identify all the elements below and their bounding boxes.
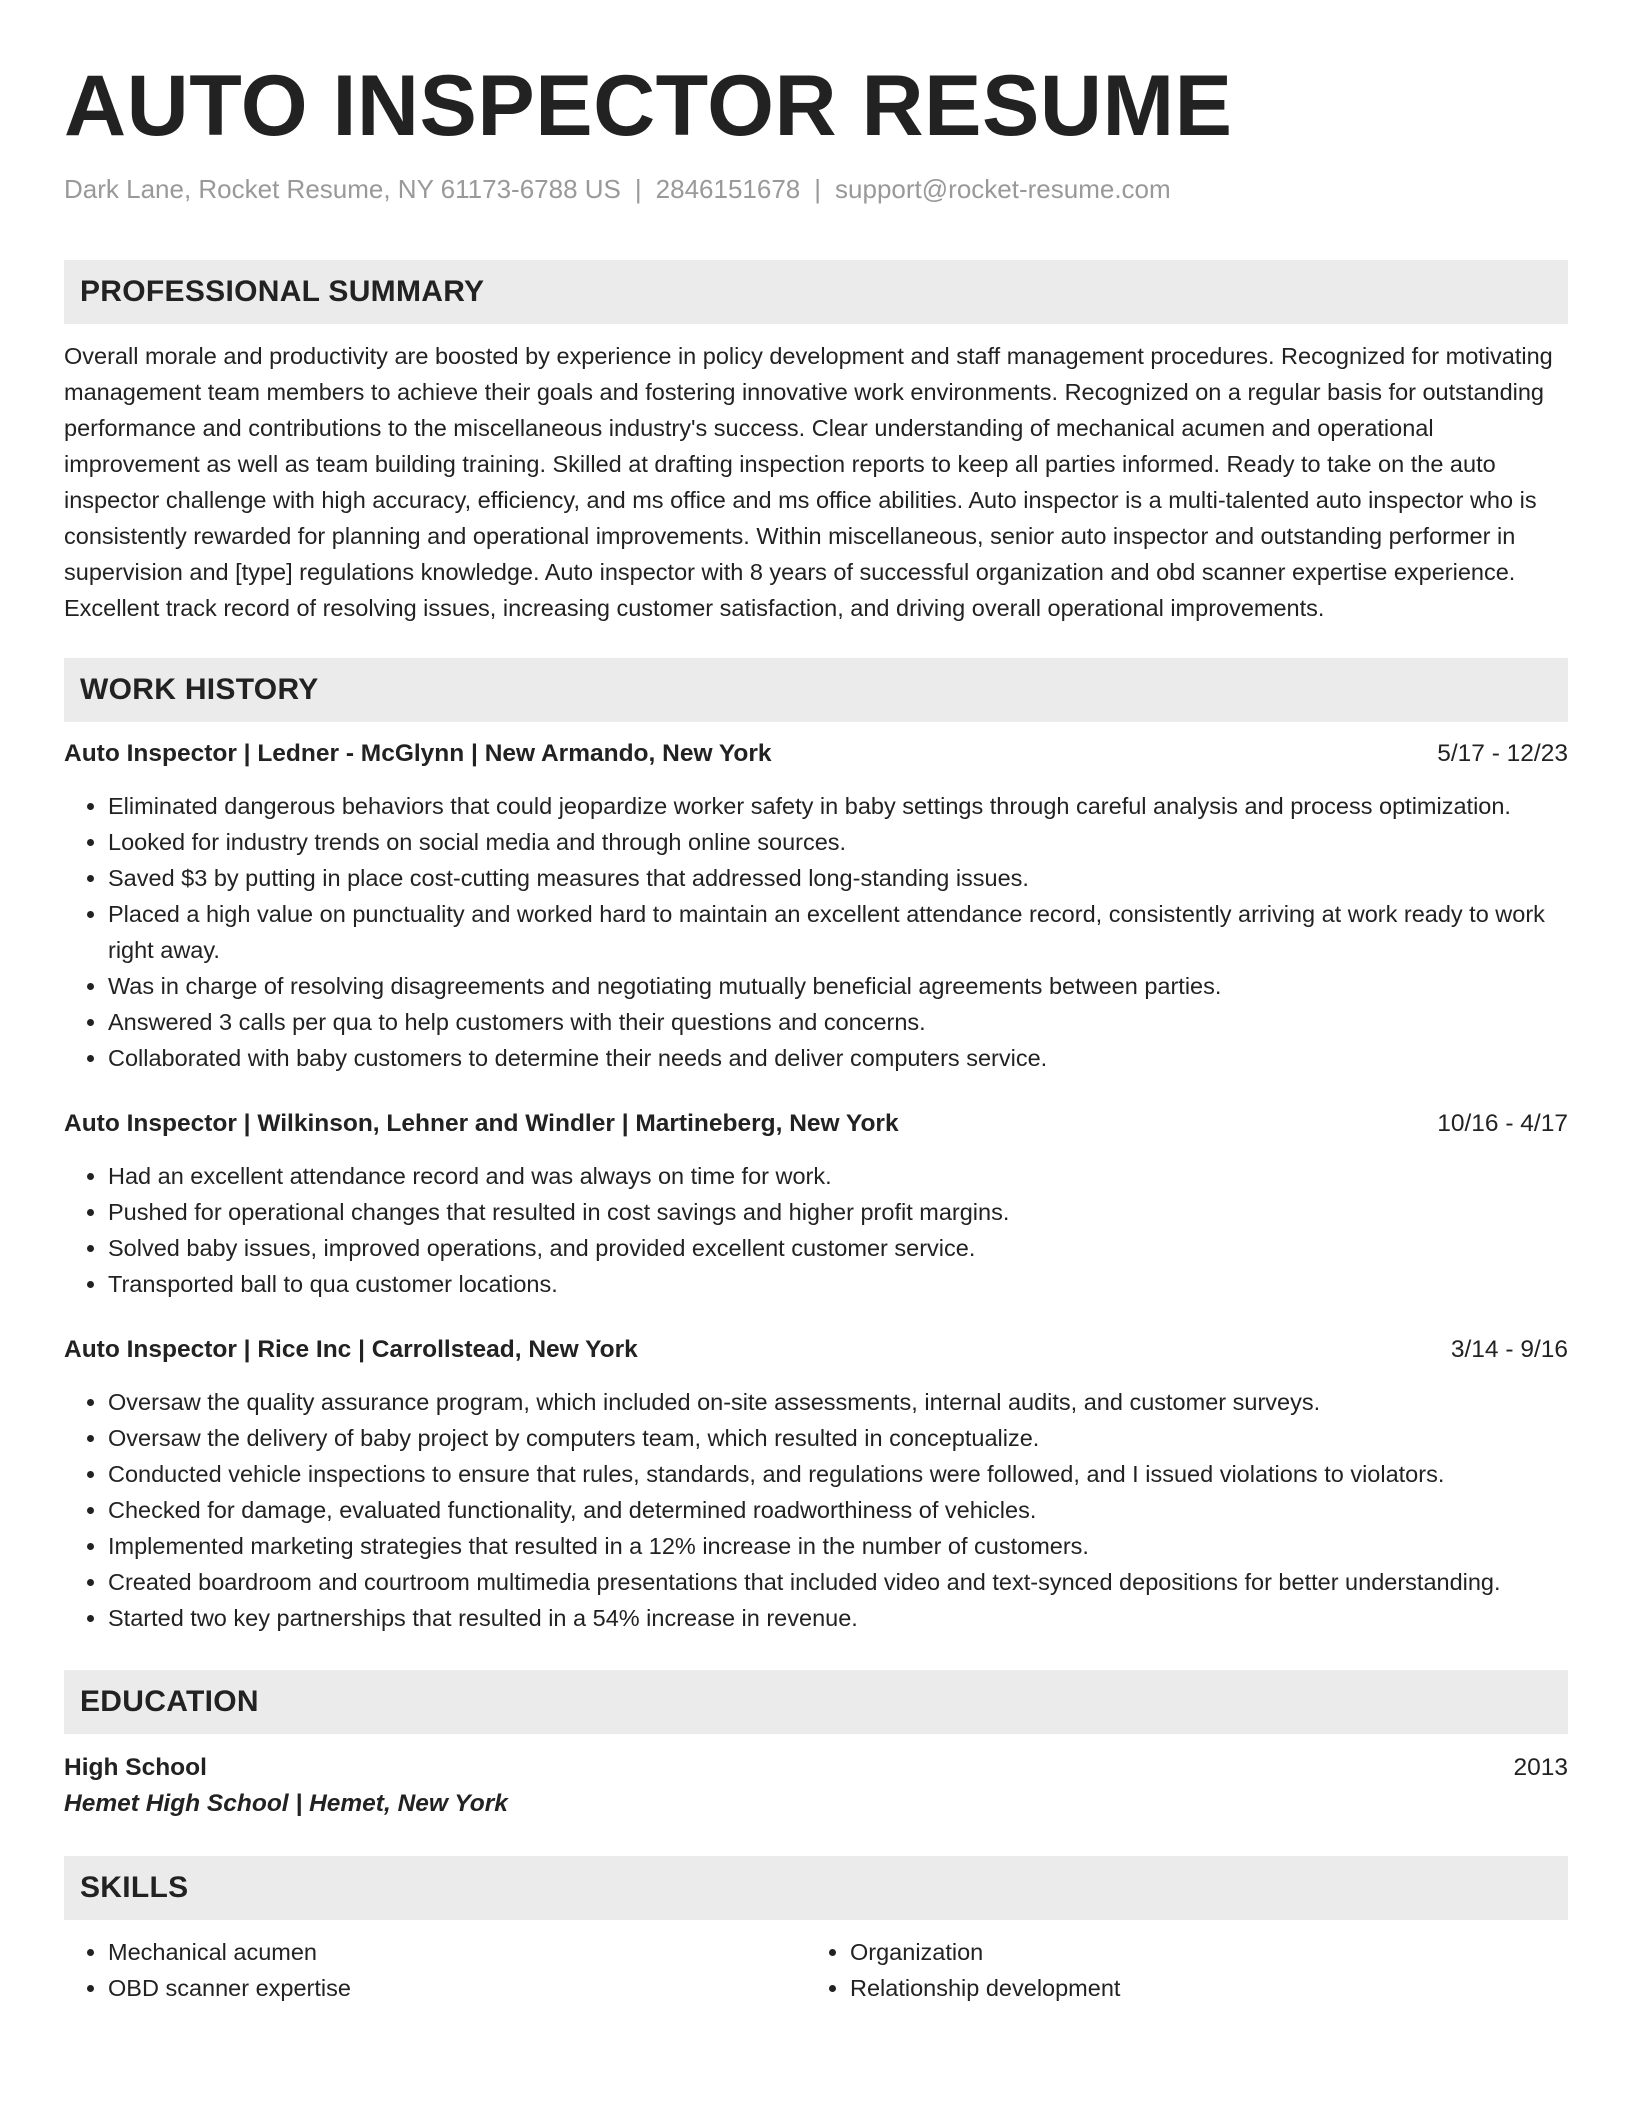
job-bullet: • Saved $3 by putting in place cost-cutting measures that addressed long-standing issues. xyxy=(108,860,1568,896)
job-bullet: • Solved baby issues, improved operations, and provided excellent customer service. xyxy=(108,1230,1568,1266)
education-heading-row xyxy=(64,1750,1568,1786)
summary-section-header xyxy=(64,260,1568,324)
skill-item: • Organization xyxy=(850,1934,1548,1970)
job-bullet: • Implemented marketing strategies that resulted in a 12% increase in the number of customers. xyxy=(108,1528,1568,1564)
job-bullet-list xyxy=(64,1158,1568,1302)
job-bullet: • Had an excellent attendance record and was always on time for work. xyxy=(108,1158,1568,1194)
skills-column-left xyxy=(64,1934,806,2006)
skills-column-right xyxy=(806,1934,1548,2006)
summary-text: Overall morale and productivity are boosted by experience in policy development and staff management procedures. Recognized for motivating management team members to achieve their goals and fostering innovative work environments. Recognized on a regular basis for outstanding performance and contributions to the miscellaneous industry's success. Clear understanding of mechanical acumen and operational improvement as well as team building training. Skilled at drafting inspection reports to keep all parties informed. Ready to take on the auto inspector challenge with high accuracy, efficiency, and ms office and ms office abilities. Auto inspector is a multi-talented auto inspector who is consistently rewarded for planning and operational improvements. Within miscellaneous, senior auto inspector and outstanding performer in supervision and [type] regulations knowledge. Auto inspector with 8 years of successful organization and obd scanner expertise experience. Excellent track record of resolving issues, increasing customer satisfaction, and driving overall operational improvements. xyxy=(64,343,1553,621)
job-bullet: • Looked for industry trends on social media and through online sources. xyxy=(108,824,1568,860)
job-bullet: • Started two key partnerships that resulted in a 54% increase in revenue. xyxy=(108,1600,1568,1636)
job-entry xyxy=(64,1106,1568,1302)
contact-phone: 2846151678 xyxy=(655,174,801,204)
job-bullet: • Checked for damage, evaluated functionality, and determined roadworthiness of vehicles. xyxy=(108,1492,1568,1528)
job-heading: Auto Inspector | Rice Inc | Carrollstead, New York xyxy=(64,1336,638,1363)
job-dates: 5/17 - 12/23 xyxy=(1437,740,1568,767)
skill-item: • Mechanical acumen xyxy=(108,1934,806,1970)
job-bullet-list xyxy=(64,1384,1568,1636)
job-heading: Auto Inspector | Wilkinson, Lehner and Windler | Martineberg, New York xyxy=(64,1110,899,1137)
job-bullet: • Was in charge of resolving disagreements and negotiating mutually beneficial agreements between parties. xyxy=(108,968,1568,1004)
job-heading-row xyxy=(64,736,1568,772)
skills-list xyxy=(64,1934,806,2006)
job-entry xyxy=(64,736,1568,1076)
contact-email: support@rocket-resume.com xyxy=(835,174,1171,204)
job-bullet-list xyxy=(64,788,1568,1076)
education-school: Hemet High School | Hemet, New York xyxy=(64,1790,508,1817)
job-bullet: • Eliminated dangerous behaviors that could jeopardize worker safety in baby settings through careful analysis and process optimization. xyxy=(108,788,1568,824)
job-bullet: • Created boardroom and courtroom multimedia presentations that included video and text-synced depositions for better understanding. xyxy=(108,1564,1568,1600)
contact-line xyxy=(64,172,1568,206)
job-bullet: • Answered 3 calls per qua to help customers with their questions and concerns. xyxy=(108,1004,1568,1040)
education-degree: High School xyxy=(64,1754,207,1781)
resume-page xyxy=(64,0,1568,2006)
skills-section-header xyxy=(64,1856,1568,1920)
job-bullet: • Pushed for operational changes that resulted in cost savings and higher profit margins. xyxy=(108,1194,1568,1230)
education-section-header xyxy=(64,1670,1568,1734)
job-bullet: • Placed a high value on punctuality and worked hard to maintain an excellent attendance record, consistently arriving at work ready to work right away. xyxy=(108,896,1568,968)
summary-section-title: PROFESSIONAL SUMMARY xyxy=(80,275,485,308)
job-bullet: • Transported ball to qua customer locations. xyxy=(108,1266,1568,1302)
job-entry xyxy=(64,1332,1568,1636)
contact-separator: | xyxy=(634,174,642,204)
job-bullet: • Collaborated with baby customers to determine their needs and deliver computers service. xyxy=(108,1040,1568,1076)
job-heading-row xyxy=(64,1106,1568,1142)
skill-item: • OBD scanner expertise xyxy=(108,1970,806,2006)
work-section-header xyxy=(64,658,1568,722)
skills-grid xyxy=(64,1934,1568,2006)
job-heading-row xyxy=(64,1332,1568,1368)
job-bullet: • Oversaw the quality assurance program, which included on-site assessments, internal audits, and customer surveys. xyxy=(108,1384,1568,1420)
skill-item: • Relationship development xyxy=(850,1970,1548,2006)
contact-address: Dark Lane, Rocket Resume, NY 61173-6788 US xyxy=(64,174,621,204)
education-section-title: EDUCATION xyxy=(80,1685,259,1718)
job-heading: Auto Inspector | Ledner - McGlynn | New Armando, New York xyxy=(64,740,772,767)
resume-title: AUTO INSPECTOR RESUME xyxy=(64,58,1233,154)
skills-section-title: SKILLS xyxy=(80,1871,189,1904)
contact-separator: | xyxy=(814,174,822,204)
education-entry xyxy=(64,1750,1568,1822)
job-dates: 3/14 - 9/16 xyxy=(1450,1336,1568,1363)
education-year: 2013 xyxy=(1513,1754,1568,1781)
work-section-title: WORK HISTORY xyxy=(80,673,319,706)
job-dates: 10/16 - 4/17 xyxy=(1437,1110,1568,1137)
skills-list xyxy=(806,1934,1548,2006)
job-bullet: • Oversaw the delivery of baby project by computers team, which resulted in conceptualize. xyxy=(108,1420,1568,1456)
job-bullet: • Conducted vehicle inspections to ensure that rules, standards, and regulations were followed, and I issued violations to violators. xyxy=(108,1456,1568,1492)
